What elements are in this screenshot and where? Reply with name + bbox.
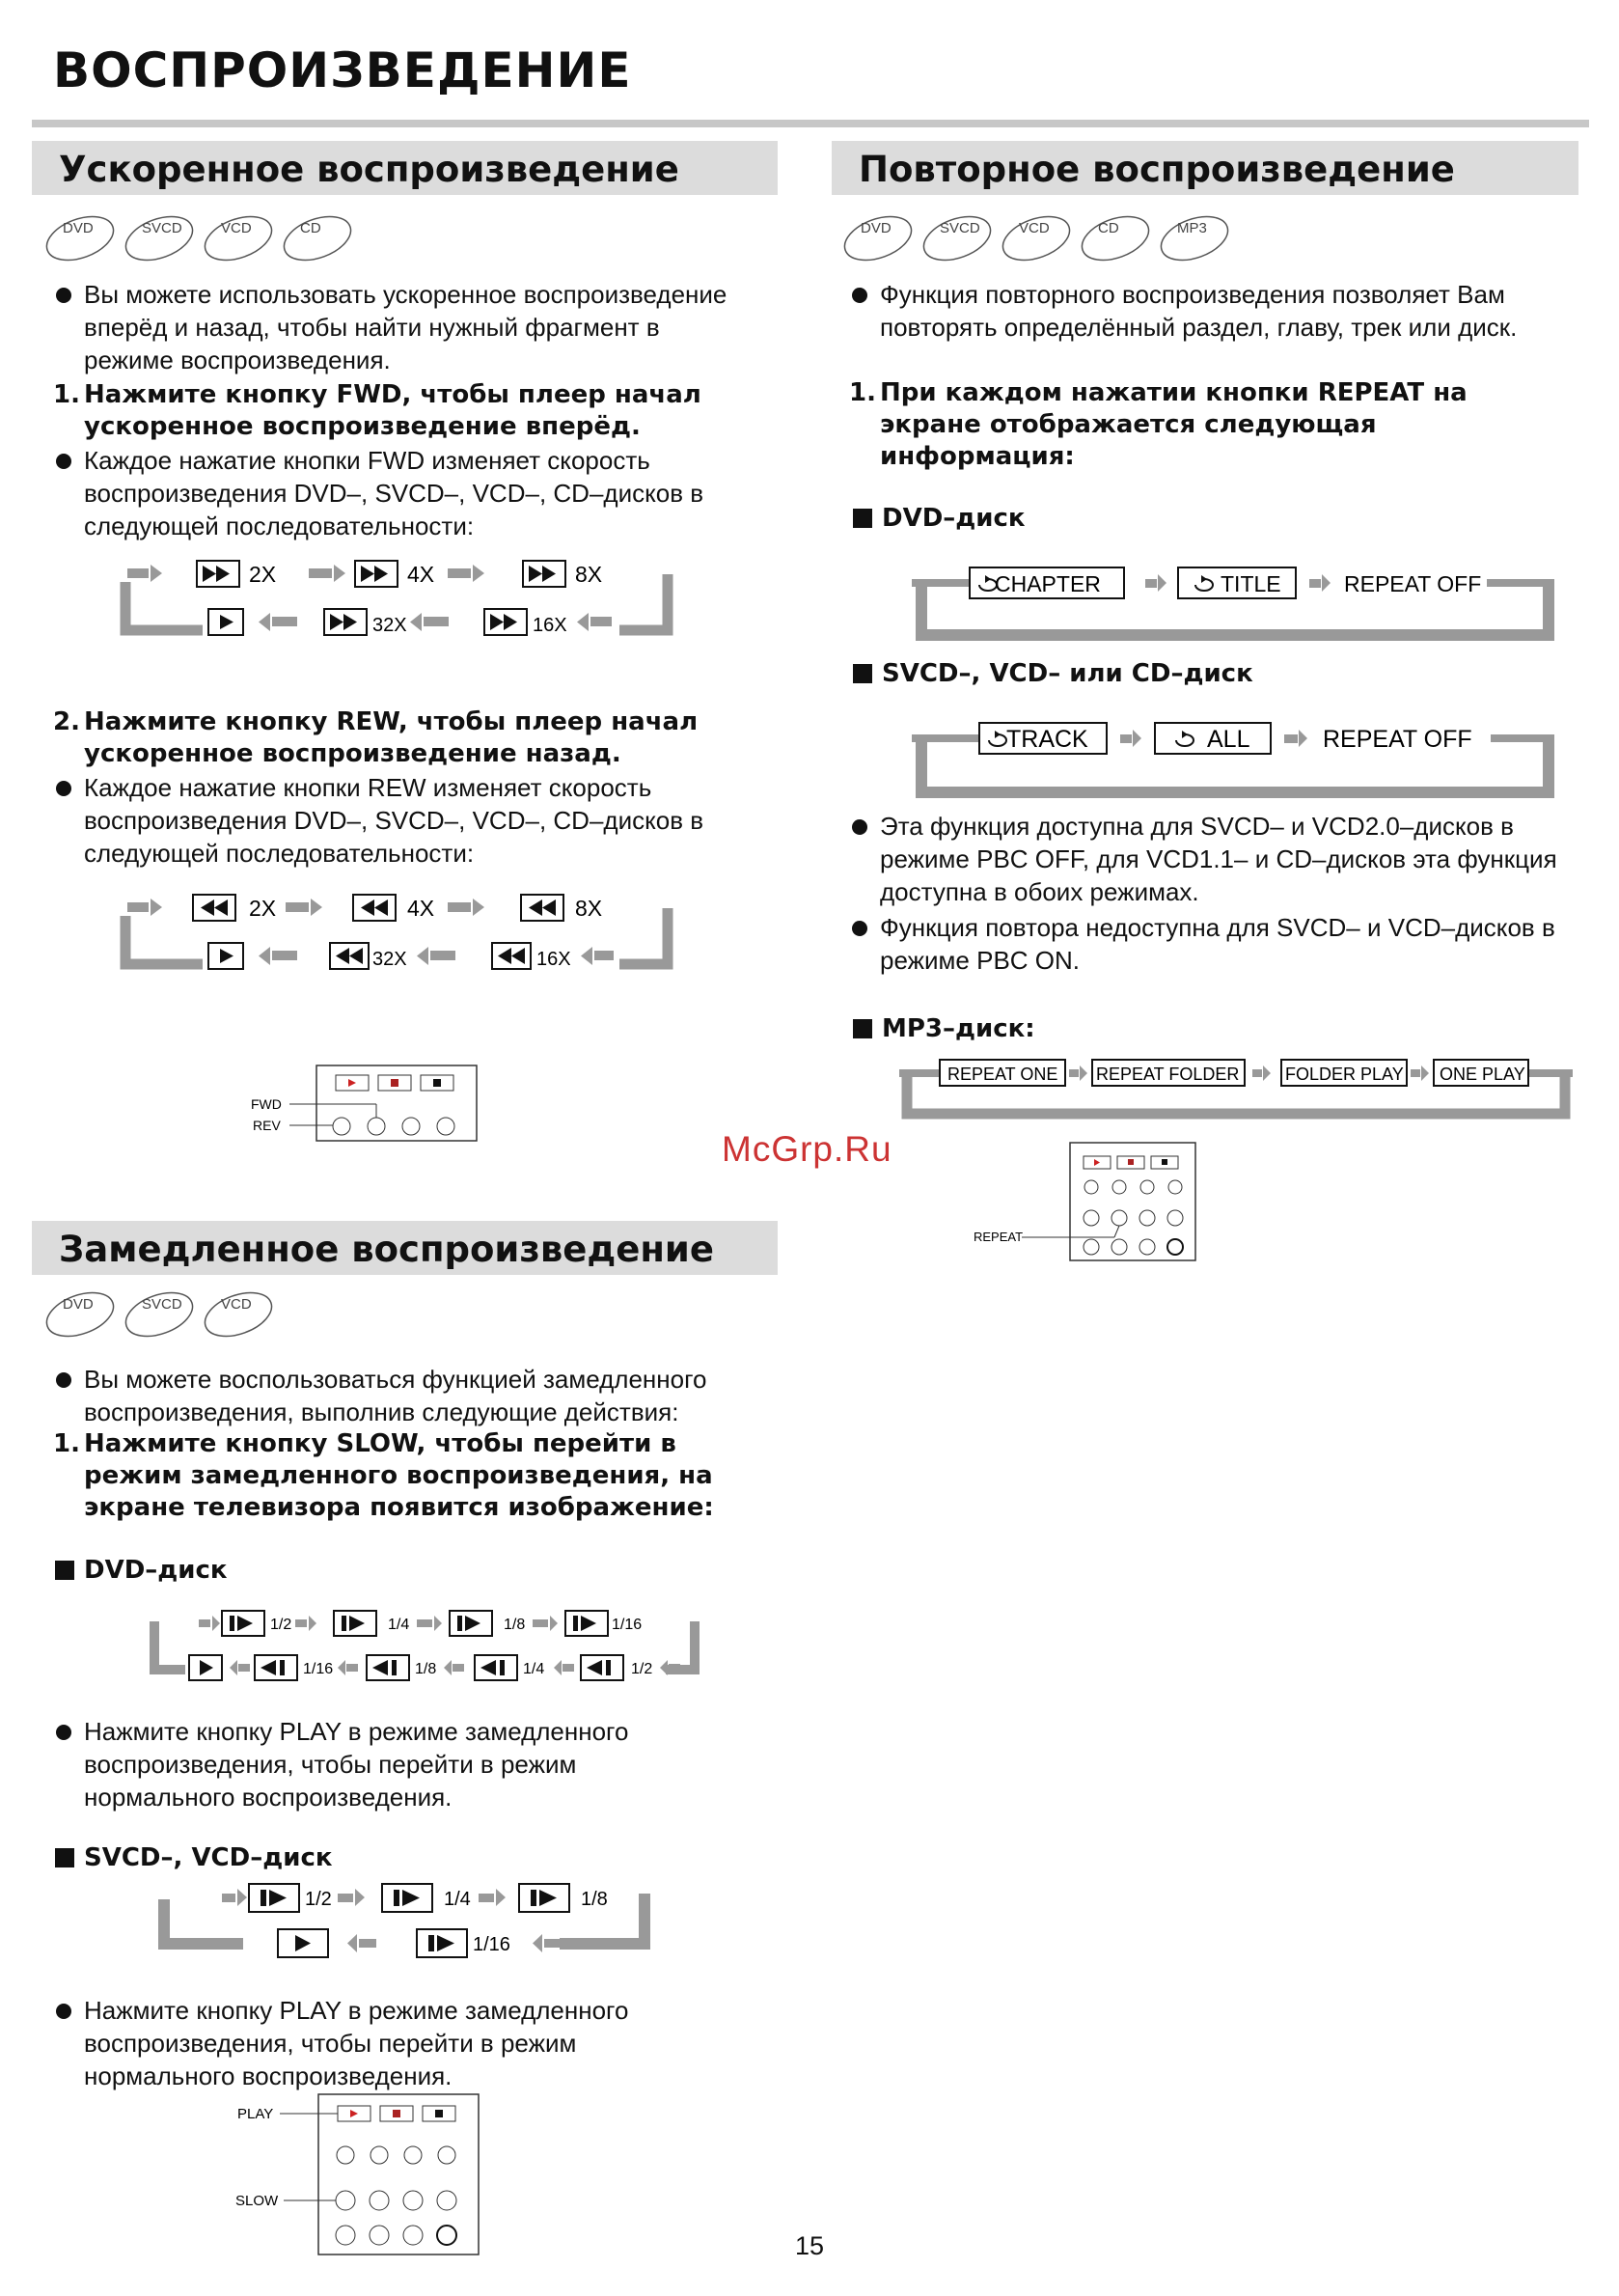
repeat-title: TITLE bbox=[1221, 571, 1281, 596]
disc-icon: MP3 bbox=[1158, 212, 1235, 263]
disc-icon: DVD bbox=[841, 212, 919, 263]
repeat-dvd-label: DVD–диск bbox=[853, 504, 1026, 533]
speed-2x: 2X bbox=[249, 562, 277, 587]
fwd-speed-diagram bbox=[116, 555, 675, 642]
repeat-intro: Функция повторного воспроизведения позволяет Вам повторять определённый раздел, главу, трек или диск. bbox=[849, 278, 1582, 344]
disc-icon: VCD bbox=[1000, 212, 1077, 263]
fast-intro: Вы можете использовать ускоренное воспроизведение вперёд и назад, чтобы найти нужный фрагмент в режиме воспроизведения. bbox=[53, 278, 728, 376]
slow-play-note-1: Нажмите кнопку PLAY в режиме замедленного воспроизведения, чтобы перейти в режим нормального воспроизведения. bbox=[53, 1715, 728, 1813]
slow-play-note-2: Нажмите кнопку PLAY в режиме замедленного воспроизведения, чтобы перейти в режим нормального воспроизведения. bbox=[53, 1994, 728, 2092]
remote-repeat-diagram bbox=[970, 1141, 1201, 1266]
speed-16x: 16X bbox=[533, 615, 567, 636]
disc-icon: DVD bbox=[43, 212, 121, 263]
watermark: McGrp.Ru bbox=[722, 1129, 892, 1169]
fast-step-2: 2. Нажмите кнопку REW, чтобы плеер начал ускоренное воспроизведение назад. bbox=[53, 707, 699, 768]
slow-intro: Вы можете воспользоваться функцией замедленного воспроизведения, выполнив следующие действия: bbox=[53, 1363, 786, 1428]
remote-play-slow-diagram bbox=[232, 2090, 482, 2259]
speed-4x: 4X bbox=[407, 562, 435, 587]
slow-dvd-label: DVD–диск bbox=[55, 1556, 228, 1585]
remote-slow-label: SLOW bbox=[235, 2193, 279, 2209]
repeat-svcd-diagram bbox=[912, 719, 1558, 801]
mp3-folder-play: FOLDER PLAY bbox=[1285, 1065, 1404, 1084]
disc-icon: SVCD bbox=[920, 212, 998, 263]
slow-step-1: 1. Нажмите кнопку SLOW, чтобы перейти в режим замедленного воспроизведения, на экране телевизора появится изображение: bbox=[53, 1429, 714, 1522]
remote-play-label: PLAY bbox=[237, 2106, 274, 2122]
disc-icon: CD bbox=[1079, 212, 1156, 263]
repeat-off: REPEAT OFF bbox=[1344, 571, 1482, 596]
disc-icon: SVCD bbox=[123, 212, 200, 263]
svg-text:1/2: 1/2 bbox=[270, 1617, 292, 1633]
disc-icon: VCD bbox=[202, 212, 279, 263]
svg-text:1/4: 1/4 bbox=[444, 1889, 471, 1910]
disc-icon: SVCD bbox=[123, 1288, 200, 1339]
repeat-svcd-label: SVCD–, VCD– или CD–диск bbox=[853, 659, 1253, 688]
repeat-all: ALL bbox=[1207, 726, 1250, 753]
svg-text:1/2: 1/2 bbox=[305, 1889, 332, 1910]
svg-text:1/4: 1/4 bbox=[523, 1661, 545, 1677]
svg-text:1/8: 1/8 bbox=[415, 1661, 437, 1677]
disc-icon: VCD bbox=[202, 1288, 279, 1339]
fast-section-title: Ускоренное воспроизведение bbox=[32, 141, 778, 195]
slow-dvd-diagram bbox=[145, 1608, 704, 1685]
speed-32x: 32X bbox=[372, 615, 407, 636]
remote-fwd-label: FWD bbox=[251, 1096, 282, 1112]
repeat-dvd-diagram bbox=[912, 566, 1558, 643]
slow-svcd-label: SVCD–, VCD–диск bbox=[55, 1843, 333, 1872]
remote-fwd-rev-diagram bbox=[241, 1062, 482, 1148]
repeat-chapter: CHAPTER bbox=[995, 571, 1101, 596]
slow-section-title: Замедленное воспроизведение bbox=[32, 1221, 778, 1275]
disc-icon: DVD bbox=[43, 1288, 121, 1339]
speed-16x: 16X bbox=[536, 949, 571, 970]
svg-text:1/16: 1/16 bbox=[303, 1661, 334, 1677]
repeat-note-1: Эта функция доступна для SVCD– и VCD2.0–дисков в режиме PBC OFF, для VCD1.1– и CD–дисков эта функция доступна в обоих режимах. bbox=[849, 810, 1582, 908]
svg-text:1/4: 1/4 bbox=[388, 1617, 410, 1633]
remote-repeat-label: REPEAT bbox=[974, 1230, 1024, 1244]
mp3-repeat-folder: REPEAT FOLDER bbox=[1096, 1065, 1240, 1084]
repeat-mp3-diagram bbox=[899, 1058, 1575, 1120]
rew-note: Каждое нажатие кнопки REW изменяет скорость воспроизведения DVD–, SVCD–, VCD–, CD–дисков в следующей последовательности: bbox=[53, 771, 767, 870]
repeat-off: REPEAT OFF bbox=[1323, 726, 1472, 753]
page-number: 15 bbox=[795, 2231, 825, 2260]
fast-disc-icons bbox=[43, 212, 360, 263]
disc-icon: CD bbox=[281, 212, 358, 263]
slow-disc-icons bbox=[43, 1288, 281, 1339]
svg-text:1/16: 1/16 bbox=[473, 1934, 510, 1955]
remote-rev-label: REV bbox=[253, 1118, 281, 1133]
title-rule bbox=[32, 120, 1589, 127]
svg-text:1/16: 1/16 bbox=[612, 1617, 643, 1633]
svg-text:1/8: 1/8 bbox=[504, 1617, 526, 1633]
speed-32x: 32X bbox=[372, 949, 407, 970]
speed-8x: 8X bbox=[575, 896, 603, 921]
fast-step-1: 1. Нажмите кнопку FWD, чтобы плеер начал ускоренное воспроизведение вперёд. bbox=[53, 380, 701, 441]
speed-8x: 8X bbox=[575, 562, 603, 587]
page-title: ВОСПРОИЗВЕДЕНИЕ bbox=[53, 42, 632, 98]
fwd-note: Каждое нажатие кнопки FWD изменяет скорость воспроизведения DVD–, SVCD–, VCD–, CD–дисков в следующей последовательности: bbox=[53, 444, 767, 542]
speed-2x: 2X bbox=[249, 896, 277, 921]
mp3-repeat-one: REPEAT ONE bbox=[947, 1065, 1058, 1084]
speed-4x: 4X bbox=[407, 896, 435, 921]
svg-text:1/8: 1/8 bbox=[581, 1889, 608, 1910]
svg-text:1/2: 1/2 bbox=[631, 1661, 653, 1677]
repeat-section-title: Повторное воспроизведение bbox=[832, 141, 1578, 195]
repeat-track: TRACK bbox=[1006, 726, 1088, 753]
repeat-disc-icons bbox=[841, 212, 1237, 263]
repeat-note-2: Функция повтора недоступна для SVCD– и VCD–дисков в режиме PBC ON. bbox=[849, 911, 1582, 977]
slow-svcd-diagram bbox=[154, 1878, 656, 1960]
repeat-step-1: 1. При каждом нажатии кнопки REPEAT на экране отображается следующая информация: bbox=[849, 378, 1468, 471]
rew-speed-diagram bbox=[116, 889, 675, 976]
repeat-mp3-label: MP3–диск: bbox=[853, 1014, 1035, 1043]
mp3-one-play: ONE PLAY bbox=[1440, 1065, 1525, 1084]
